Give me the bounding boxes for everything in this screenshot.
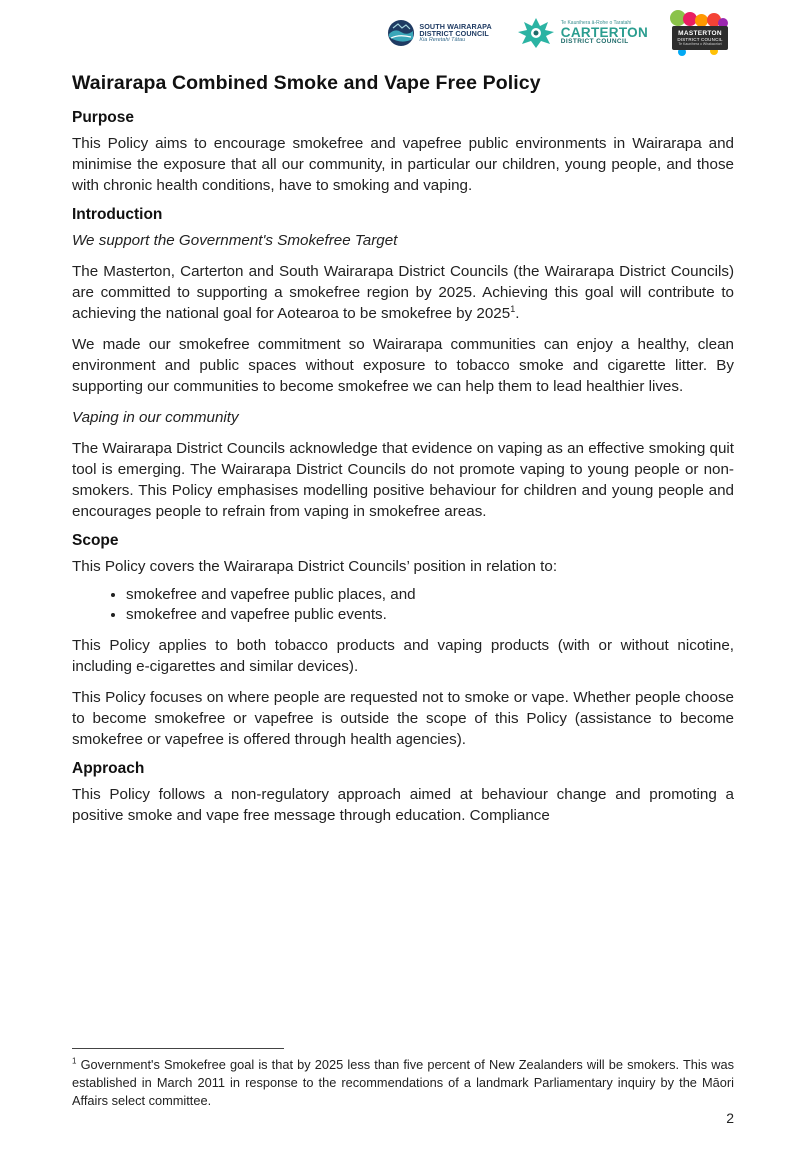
header-logos: [387, 10, 730, 56]
scope-heading: Scope: [72, 532, 119, 549]
swdc-line1: SOUTH WAIRARAPA: [419, 21, 492, 31]
swdc-logo: [387, 19, 491, 47]
page-number: 2: [726, 1110, 734, 1126]
footnote: [72, 1056, 734, 1110]
mdc-line1: MASTERTON: [678, 30, 722, 37]
cdc-district: DISTRICT COUNCIL: [560, 38, 629, 45]
scope-intro: This Policy covers the Wairarapa District Councils’ position in relation to:: [72, 558, 558, 575]
scope-paragraph-2: This Policy focuses on where people are requested not to smoke or vape. Whether people choose to become smokefree or vapefree is outside the scope of this Policy (assistance to become smokefree or vapefree is offered through health agencies).: [72, 689, 734, 748]
scope-paragraph-1: This Policy applies to both tobacco products and vaping products (with or without nicotine, including e-cigarettes and similar devices).: [72, 637, 734, 675]
document-title: Wairarapa Combined Smoke and Vape Free Policy: [72, 72, 541, 94]
footnote-reference[interactable]: 1: [510, 303, 516, 314]
introduction-paragraph-1: [72, 261, 734, 324]
footnote-number: 1: [72, 1056, 77, 1066]
cdc-logo: [514, 16, 648, 50]
introduction-paragraph-2: We made our smokefree commitment so Wairarapa communities can enjoy a healthy, clean environment and public spaces without exposure to tobacco smoke and cigarette litter. By supporting our communities to become smokefree we can help them to lead healthier lives.: [72, 336, 734, 395]
approach-paragraph: This Policy follows a non-regulatory approach aimed at behaviour change and promoting a positive smoke and vape free message through education. Compliance: [72, 786, 734, 824]
purpose-paragraph: This Policy aims to encourage smokefree and vapefree public environments in Wairarapa and minimise the exposure that all our community, in particular our children, young people, and those with chronic health conditions, have to smoking and vaping.: [72, 135, 734, 194]
cdc-tagline: Te Kaunihera ā-Rohe o Taratahi: [560, 19, 632, 26]
purpose-heading: Purpose: [72, 109, 135, 126]
footnote-text: Government's Smokefree goal is that by 2025 less than five percent of New Zealanders will be smokers. This was established in March 2011 in response to the recommendations of a landmark Parliamentary inquiry by the Māori Affairs select committee.: [72, 1057, 735, 1108]
mdc-line3: Te Kaunihera o Whakaoriori: [678, 41, 722, 46]
mdc-plate: [672, 26, 728, 50]
introduction-paragraph-1-end: .: [515, 305, 520, 322]
swdc-line3: Kia Reretahi Tātau: [419, 36, 466, 43]
mdc-logo: [670, 10, 730, 56]
footnote-divider: [72, 1048, 284, 1049]
list-item: • smokefree and vapefree public events.: [126, 605, 734, 625]
vaping-subheading: Vaping in our community: [72, 409, 239, 426]
mdc-line2: DISTRICT COUNCIL: [677, 36, 723, 42]
swdc-line2: DISTRICT COUNCIL: [419, 28, 489, 38]
smokefree-target-subheading: We support the Government's Smokefree Target: [72, 232, 398, 249]
document-content: [72, 72, 734, 836]
list-item: • smokefree and vapefree public places, and: [126, 585, 734, 605]
swdc-emblem-icon: [387, 19, 415, 47]
introduction-paragraph-3: The Wairarapa District Councils acknowledge that evidence on vaping as an effective smoking quit tool is emerging. The Wairarapa District Councils do not promote vaping to young people or non-smokers. This Policy emphasises modelling positive behaviour for children and young people and encourages people to refrain from vaping in smokefree areas.: [72, 440, 734, 520]
introduction-heading: Introduction: [72, 206, 163, 223]
cdc-emblem-icon: [514, 16, 558, 50]
introduction-paragraph-1-text: The Masterton, Carterton and South Wairarapa District Councils (the Wairarapa District Councils) are committed to supporting a smokefree region by 2025. Achieving this goal will contribute to achieving the national goal for Aotearoa to be smokefree by 2025: [72, 263, 734, 322]
approach-heading: Approach: [72, 760, 145, 777]
cdc-name: CARTERTON: [560, 24, 648, 40]
scope-bullet-list: [72, 585, 734, 625]
